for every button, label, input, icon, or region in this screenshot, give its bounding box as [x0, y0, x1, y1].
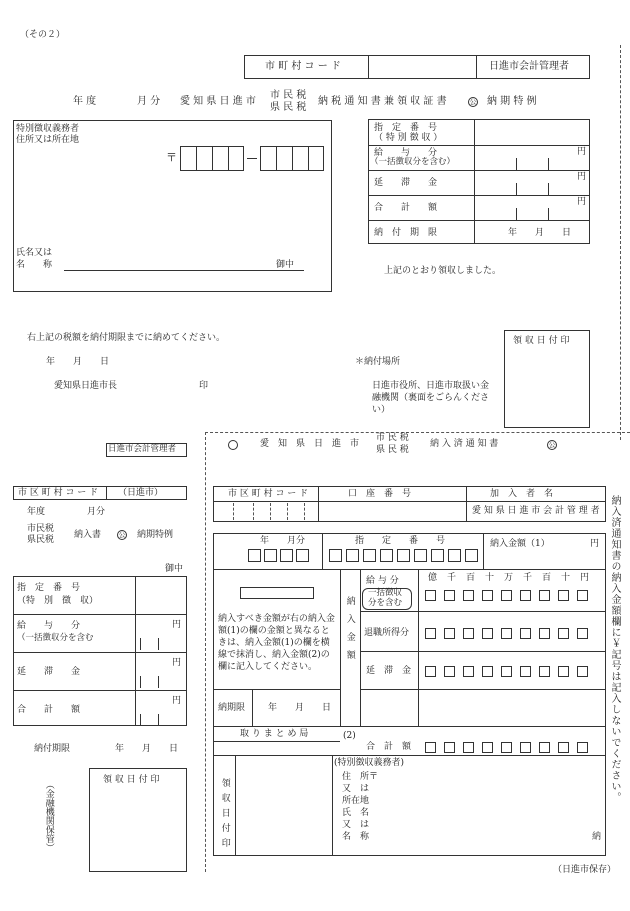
top-tax1: 市 民 税 — [270, 90, 307, 101]
cut-line-right — [620, 45, 621, 440]
right-paren2: (2) — [343, 731, 356, 741]
mayor-text: 愛知県日進市長 — [54, 381, 118, 391]
top-stamp-label: 領 収 日 付 印 — [513, 336, 570, 346]
digit-cell[interactable] — [520, 628, 531, 639]
page-label: （その２） — [20, 30, 66, 40]
trow-unit-2: 円 — [577, 172, 587, 182]
top-pref-city: 愛 知 県 日 進 市 — [180, 96, 256, 107]
mayor-seal: 印 — [199, 381, 209, 391]
trow-label-1: 給 与 分 — [374, 148, 438, 158]
top-onchu: 御中 — [276, 260, 295, 270]
right-inner-v: 納入金額 — [344, 596, 355, 668]
digit-cell[interactable] — [558, 590, 569, 601]
right-salary-sub1: 一括徴収 — [368, 588, 403, 598]
digit-cell[interactable] — [558, 666, 569, 677]
lrow-label-2: 延 滞 金 — [17, 667, 81, 677]
left-manager: 日進市会計管理者 — [108, 444, 177, 454]
left-deadline-date: 年 月 日 — [115, 744, 179, 754]
digit-cell[interactable] — [539, 666, 550, 677]
left-code-label: 市 区 町 村 コ ー ド — [18, 488, 99, 498]
right-delay: 延 滞 金 — [366, 666, 412, 676]
right-seal-icon: 公 — [548, 441, 556, 449]
digit-cell[interactable] — [501, 742, 512, 753]
lrow-unit-3: 円 — [172, 696, 182, 706]
right-keep: （日進市保存） — [553, 865, 617, 875]
right-subscriber: 愛 知 県 日 進 市 会 計 管 理 者 — [472, 506, 600, 516]
digit-cell[interactable] — [463, 742, 474, 753]
right-nou: 納 — [592, 832, 602, 842]
right-name1: 氏 名 — [342, 808, 370, 818]
digit-cell[interactable] — [482, 666, 493, 677]
left-month: 月分 — [87, 507, 106, 517]
trow-sub-0: （ 特 別 徴 収 ） — [374, 133, 443, 143]
digit-cell[interactable] — [501, 628, 512, 639]
digit-cell[interactable] — [444, 666, 455, 677]
top-doc-title: 納 税 通 知 書 兼 領 収 証 書 — [318, 96, 447, 107]
digit-cell[interactable] — [520, 666, 531, 677]
right-retire: 退職所得分 — [364, 628, 410, 638]
right-subscriber-label: 加 入 者 名 — [490, 489, 554, 499]
place-text-3: い） — [372, 405, 391, 415]
lrow-unit-2: 円 — [172, 658, 182, 668]
right-pref-city: 愛 知 県 日 進 市 — [260, 439, 360, 449]
digit-cell[interactable] — [539, 742, 550, 753]
digit-cell[interactable] — [539, 628, 550, 639]
left-seal-icon: 公 — [118, 531, 126, 539]
lrow-sub-0: （特 別 徴 収） — [17, 596, 99, 606]
right-addr1: 住 所〒 — [342, 772, 379, 782]
instruction-text: 右上記の税額を納付期限までに納めてください。 — [27, 333, 226, 343]
digit-cell[interactable] — [425, 666, 436, 677]
right-payer: (特別徴収義務者) — [334, 758, 405, 768]
digit-ju2: 十 — [561, 573, 571, 583]
name-label-1: 氏名又は — [16, 248, 53, 258]
digit-cell[interactable] — [463, 628, 474, 639]
right-name2: 又 は — [342, 820, 370, 830]
right-deadline-date: 年 月 日 — [268, 703, 332, 713]
top-month: 月 分 — [137, 96, 161, 107]
digit-cell[interactable] — [444, 742, 455, 753]
left-tax1: 市民税 — [27, 524, 55, 534]
digit-cell[interactable] — [558, 628, 569, 639]
digit-cell[interactable] — [558, 742, 569, 753]
digit-cell[interactable] — [482, 742, 493, 753]
digit-cell[interactable] — [444, 590, 455, 601]
trow-sub-1: （一括徴収分を含む） — [370, 157, 456, 167]
digit-cell[interactable] — [520, 742, 531, 753]
digit-man: 万 — [504, 573, 514, 583]
right-total: 合 計 額 — [366, 742, 412, 752]
digit-cell[interactable] — [425, 590, 436, 601]
digit-cell[interactable] — [482, 590, 493, 601]
payer-label: 特別徴収義務者 — [16, 124, 80, 134]
lrow-label-1: 給 与 分 — [17, 621, 81, 631]
trow-unit-1: 円 — [577, 147, 587, 157]
right-code-label: 市 区 町 村 コ ー ド — [228, 489, 309, 499]
public-seal-icon: 公 — [469, 98, 477, 106]
trow-label-0: 指 定 番 号 — [374, 123, 438, 133]
top-tax2: 県 民 税 — [270, 102, 307, 113]
digit-hyaku1: 百 — [466, 573, 476, 583]
top-nendo: 年 度 — [73, 96, 97, 107]
dotted-circle-icon — [228, 440, 238, 450]
right-addr2: 又 は — [342, 784, 370, 794]
left-keep: （金融機関保管） — [43, 780, 54, 852]
digit-cell[interactable] — [425, 742, 436, 753]
left-stamp-label: 領 収 日 付 印 — [103, 775, 160, 785]
digit-cell[interactable] — [520, 590, 531, 601]
right-salary: 給 与 分 — [366, 576, 399, 586]
digit-cell[interactable] — [482, 628, 493, 639]
right-tax2: 県 民 税 — [376, 445, 409, 455]
trow-unit-4: 年 月 日 — [508, 228, 572, 238]
cut-line-left — [205, 432, 206, 872]
left-deadline: 納付期限 — [34, 744, 71, 754]
digit-cell[interactable] — [577, 742, 588, 753]
place-text-1: 日進市役所、日進市取扱い金 — [372, 381, 490, 391]
left-tax2: 県民税 — [27, 535, 55, 545]
right-name3: 名 称 — [342, 832, 370, 842]
top-manager: 日進市会計管理者 — [489, 61, 569, 72]
address-label: 住所又は所在地 — [16, 135, 80, 145]
digit-cell[interactable] — [577, 590, 588, 601]
digit-sen2: 千 — [523, 573, 533, 583]
digit-cell[interactable] — [444, 628, 455, 639]
top-special: 納 期 特 例 — [487, 96, 537, 107]
trow-label-3: 合 計 額 — [374, 203, 438, 213]
right-addr3: 所在地 — [342, 796, 370, 806]
trow-unit-3: 円 — [577, 197, 587, 207]
digit-hyaku2: 百 — [542, 573, 552, 583]
right-note: 納入すべき金額が右の納入金額(1)の欄の金額と異なるときは、納入金額(1)の欄を横線で抹消し、納入金額(2)の欄に記入してください。 — [218, 614, 335, 672]
digit-cell[interactable] — [463, 666, 474, 677]
right-designated: 指 定 番 号 — [355, 536, 446, 546]
right-blank-box[interactable] — [240, 587, 314, 599]
place-label: ＊納付場所 — [355, 357, 401, 367]
left-city: （日進市） — [118, 488, 164, 498]
right-receipt-v: 領収日付印 — [219, 778, 230, 853]
cut-line-middle — [205, 432, 630, 433]
lrow-unit-1: 円 — [172, 620, 182, 630]
digit-en: 円 — [580, 573, 590, 583]
left-nyukin: 納入書 — [74, 530, 102, 540]
name-label-2: 名 称 — [16, 260, 53, 270]
right-bureau: 取 り ま と め 局 — [240, 729, 309, 739]
lrow-label-3: 合 計 額 — [17, 705, 81, 715]
name-line — [64, 270, 304, 271]
right-amount1: 納入金額（1） — [490, 539, 550, 549]
lrow-label-0: 指 定 番 号 — [17, 583, 81, 593]
digit-cell[interactable] — [501, 590, 512, 601]
digit-cell[interactable] — [577, 628, 588, 639]
top-code-label: 市 町 村 コ ー ド — [265, 61, 341, 72]
digit-cell[interactable] — [539, 590, 550, 601]
right-title: 納 入 済 通 知 書 — [430, 439, 499, 449]
postal-mark: 〒 — [166, 151, 177, 164]
digit-oku: 億 — [428, 573, 438, 583]
right-salary-sub2: 分を含む — [368, 598, 403, 608]
right-tax1: 市 民 税 — [376, 433, 409, 443]
lrow-sub-1: （一括徴収分を含む — [17, 633, 94, 643]
right-year-month: 年 月分 — [260, 536, 306, 546]
left-special: 納期特例 — [137, 530, 174, 540]
place-text-2: 融機関（裏面をごらんくださ — [372, 393, 490, 403]
trow-label-2: 延 滞 金 — [374, 178, 438, 188]
trow-label-4: 納 付 期 限 — [374, 228, 438, 238]
left-nendo: 年度 — [27, 507, 46, 517]
digit-ju1: 十 — [485, 573, 495, 583]
digit-cell[interactable] — [425, 628, 436, 639]
digit-cell[interactable] — [501, 666, 512, 677]
right-account-label: 口 座 番 号 — [348, 489, 412, 499]
digit-sen1: 千 — [447, 573, 457, 583]
right-deadline: 納期限 — [218, 703, 246, 713]
received-text: 上記のとおり領収しました。 — [384, 266, 502, 276]
right-side-note: 納入済通知書の納入金額欄に￥記号は記入しないでください。 — [609, 495, 620, 803]
top-date: 年 月 日 — [46, 357, 110, 367]
digit-cell[interactable] — [577, 666, 588, 677]
right-yen: 円 — [590, 539, 600, 549]
digit-cell[interactable] — [463, 590, 474, 601]
left-onchu: 御中 — [165, 564, 184, 574]
